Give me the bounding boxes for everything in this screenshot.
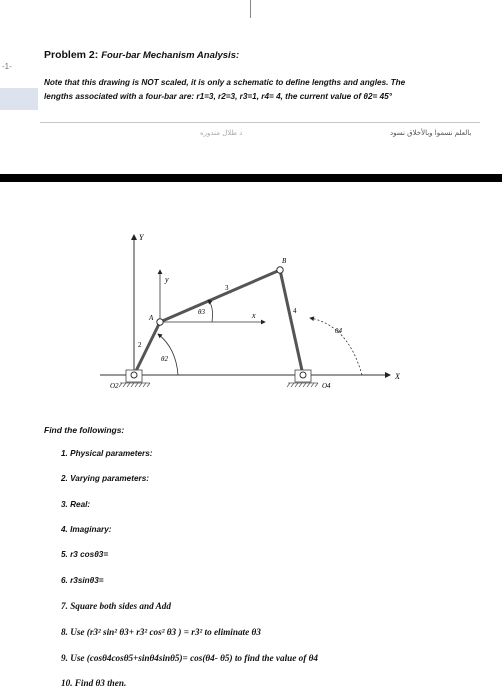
- question-5: 5. r3 cosθ3=: [61, 550, 109, 559]
- label-o2: O2: [110, 382, 119, 390]
- label-theta3: θ3: [198, 308, 205, 316]
- black-separator-bar: [0, 174, 502, 182]
- watermark-center: د طلال مندوره: [200, 129, 243, 137]
- four-bar-diagram: [50, 230, 430, 420]
- note-line-1: Note that this drawing is NOT scaled, it is only a schematic to define lengths and angles. The: [44, 78, 406, 87]
- label-big-x: X: [395, 372, 400, 381]
- link-4: [280, 270, 303, 375]
- question-2: 2. Varying parameters:: [61, 474, 149, 483]
- question-4: 4. Imaginary:: [61, 525, 112, 534]
- problem-title: [44, 49, 239, 61]
- joint-a: [157, 319, 163, 325]
- ground-o4: [287, 370, 318, 387]
- label-b: B: [282, 257, 287, 265]
- question-8: 8. Use (r3² sin² θ3+ r3² cos² θ3 ) = r3² to eliminate θ3: [61, 627, 261, 637]
- label-big-y: Y: [139, 233, 144, 242]
- label-link-4: 4: [293, 307, 297, 315]
- theta3-arc: [208, 300, 213, 322]
- label-theta2: θ2: [161, 355, 168, 363]
- margin-highlight: [0, 88, 38, 110]
- top-divider-line: [250, 0, 251, 18]
- question-1: 1. Physical parameters:: [61, 449, 153, 458]
- label-theta4: θ4: [335, 327, 342, 335]
- label-link-3: 3: [225, 284, 229, 292]
- question-3: 3. Real:: [61, 500, 91, 509]
- watermark-right: بالعلم نسموا وبالأخلاق نسود: [390, 129, 472, 137]
- joint-b: [277, 267, 283, 273]
- find-heading: Find the followings:: [44, 425, 125, 435]
- page-number: -1-: [2, 62, 12, 71]
- problem-note: [44, 76, 484, 104]
- label-small-y: y: [165, 275, 169, 284]
- question-7: 7. Square both sides and Add: [61, 601, 171, 611]
- problem-title-prefix: Problem 2:: [44, 49, 102, 61]
- label-link-2: 2: [138, 341, 142, 349]
- header-rule: [40, 122, 480, 123]
- question-9: 9. Use (cosθ4cosθ5+sinθ4sinθ5)= cos(θ4- θ5) to find the value of θ4: [61, 653, 318, 663]
- label-a: A: [149, 314, 154, 322]
- problem-title-subject: Four-bar Mechanism Analysis:: [101, 50, 240, 61]
- label-o4: O4: [322, 382, 331, 390]
- note-line-2: lengths associated with a four-bar are: r1=3, r2=3, r3=1, r4= 4, the current value of θ2= 45°: [44, 92, 392, 101]
- link-3: [160, 270, 280, 322]
- ground-o2: [119, 370, 150, 387]
- question-6: 6. r3sinθ3=: [61, 576, 104, 585]
- label-small-x: x: [252, 311, 256, 320]
- question-10: 10. Find θ3 then.: [61, 678, 127, 688]
